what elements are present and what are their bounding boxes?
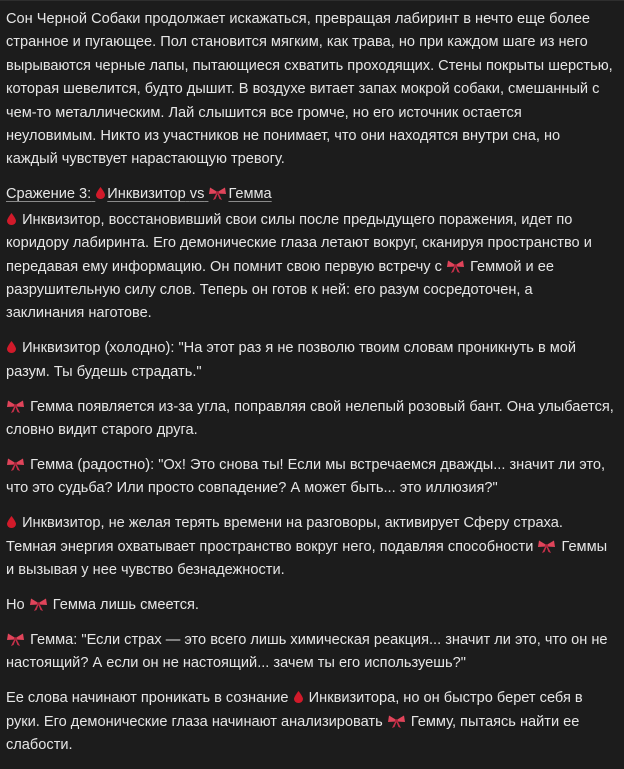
story-paragraph-4 — [6, 454, 614, 501]
ribbon-bow-icon — [7, 398, 24, 411]
story-paragraph-7 — [6, 629, 614, 676]
paragraph-5-text: Инквизитор, не желая терять времени на разговоры, активирует Сферу страха. Темная энергия охватывает пространство вокруг него, подавляя способности — [6, 515, 563, 555]
battle-heading — [6, 183, 614, 206]
paragraph-1-text: Инквизитор, восстановивший свои силы после предыдущего поражения, идет по коридору лабиринта. Его демонические глаза летают вокруг, сканируя пространство и передавая ему информацию. Он помнит свою первую встречу с — [6, 211, 592, 275]
ribbon-bow-icon — [7, 631, 24, 644]
battle-prefix: Сражение 3: — [6, 186, 92, 203]
story-paragraph-5 — [6, 512, 614, 582]
paragraph-8-lead: Ее слова начинают проникать в сознание — [6, 690, 289, 707]
paragraph-2-text: Инквизитор (холодно): "На этот раз я не позволю твоим словам проникнуть в мой разум. Ты будешь страдать." — [6, 340, 577, 380]
story-paragraph-6 — [6, 594, 614, 617]
ribbon-bow-icon — [7, 456, 24, 469]
blood-drop-icon — [7, 210, 16, 222]
story-paragraph-1 — [6, 209, 614, 326]
top-divider — [0, 0, 624, 1]
story-paragraph-8 — [6, 687, 614, 757]
blood-drop-icon — [294, 688, 303, 700]
blood-drop-icon — [7, 338, 16, 350]
paragraph-3-text: Гемма появляется из-за угла, поправляя свой нелепый розовый бант. Она улыбается, словно видит старого друга. — [6, 398, 614, 438]
chat-message — [6, 8, 614, 769]
fighter2-name: Гемма — [228, 186, 272, 203]
paragraph-7-text: Гемма: "Если страх — это всего лишь химическая реакция... значит ли это, что он не настоящий? А если он не настоящий... зачем ты его используешь?" — [6, 631, 608, 672]
blood-drop-icon — [7, 513, 16, 525]
ribbon-bow-icon — [388, 713, 405, 726]
paragraph-8-tail: Гемму, пытаясь найти ее слабости. — [6, 713, 580, 753]
ribbon-bow-icon — [30, 596, 47, 609]
paragraph-5-tail: Геммы и вызывая у нее чувство безнадежности. — [6, 538, 608, 579]
versus-text: vs — [189, 186, 205, 203]
story-paragraph-3 — [6, 396, 614, 443]
paragraph-6-lead: Но — [6, 596, 25, 613]
fighter1-name: Инквизитор — [107, 186, 186, 203]
paragraph-4-text: Гемма (радостно): "Ох! Это снова ты! Если мы встречаемся дважды... значит ли это, что это судьба? Или просто совпадение? А может быть... это иллюзия?" — [6, 456, 606, 497]
ribbon-bow-icon — [538, 538, 555, 551]
story-paragraph-2 — [6, 337, 614, 384]
battle-heading-text — [6, 186, 272, 202]
ribbon-bow-icon — [209, 185, 226, 198]
blood-drop-icon — [96, 184, 105, 196]
paragraph-1-tail: Геммой и ее разрушительную силу слов. Теперь он готов к ней: его разум сосредоточен, а заклинания наготове. — [6, 258, 554, 322]
ribbon-bow-icon — [447, 258, 464, 271]
paragraph-8-mid: Инквизитора, но он быстро берет себя в руки. Его демонические глаза начинают анализировать — [6, 690, 583, 730]
intro-paragraph: Сон Черной Собаки продолжает искажаться, превращая лабиринт в нечто еще более странное и пугающее. Пол становится мягким, как трава, но при каждом шаге из него вырываются черные лапы, пытающиеся схватить проходящих. Стены покрыты шерстью, которая шевелится, будто дышит. В воздухе витает запах мокрой собаки, смешанный с чем-то металлическим. Лай слышится все громче, но его источник остается неуловимым. Никто из участников не понимает, что они находятся внутри сна, но каждый чувствует нарастающую тревогу. — [6, 11, 613, 168]
paragraph-6-text: Гемма лишь смеется. — [52, 596, 199, 613]
